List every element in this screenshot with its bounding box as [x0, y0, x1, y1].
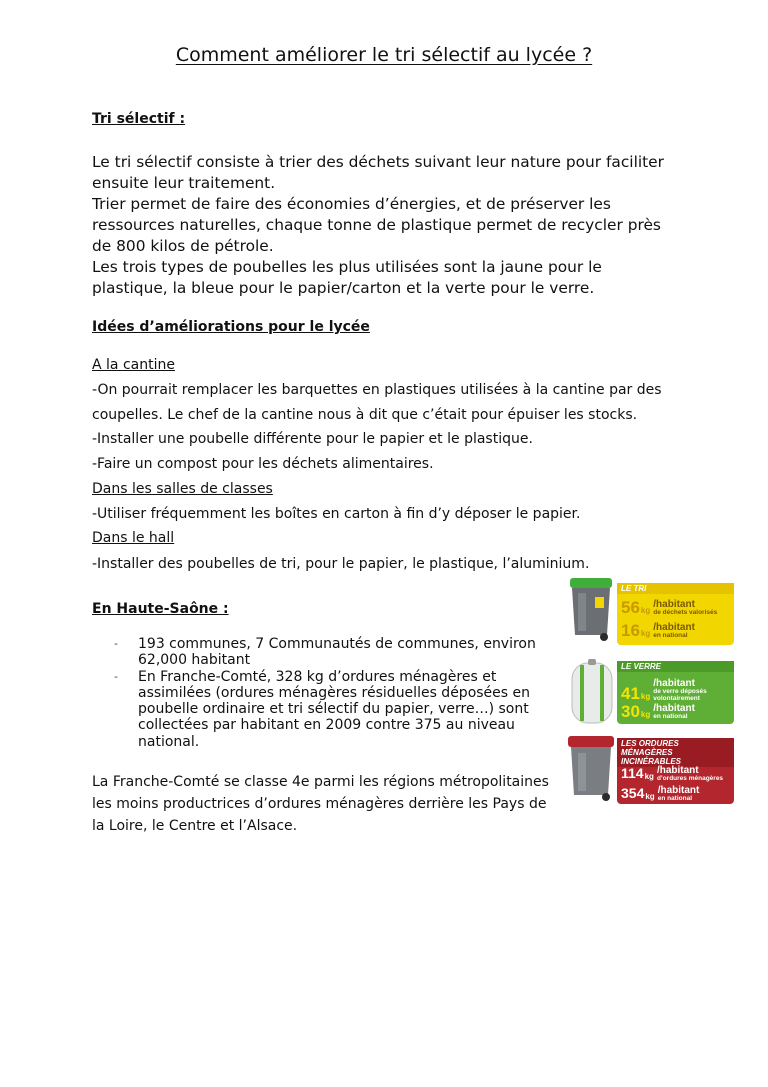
om-value-1: 114 — [621, 765, 644, 781]
verre-label-1: /habitant de verre déposés volontairement — [653, 678, 707, 702]
text-line: Les trois types de poubelles les plus utilisées sont la jaune pour le — [92, 258, 602, 276]
stats-list — [114, 636, 554, 750]
tri-label-1: /habitant de déchets valorisés — [653, 599, 718, 616]
om-unit-1: kg — [644, 772, 654, 781]
dash-bullet-icon: - — [114, 637, 118, 650]
text-line: ressources naturelles, chaque tonne de plastique permet de recycler près — [92, 216, 661, 234]
garbage-bin-icon — [562, 733, 622, 803]
text-line: de 800 kilos de pétrole. — [92, 237, 274, 255]
text-line: -Installer une poubelle différente pour le papier et le plastique. — [92, 431, 533, 447]
text-line: -On pourrait remplacer les barquettes en plastiques utilisées à la cantine par des — [92, 382, 662, 398]
om-card — [617, 738, 734, 804]
tri-row-1 — [621, 599, 717, 616]
dash-bullet-icon: - — [114, 669, 118, 683]
om-value-2: 354 — [621, 785, 645, 801]
page-title: Comment améliorer le tri sélectif au lycée ? — [175, 44, 593, 66]
subheading-cantine: A la cantine — [92, 357, 175, 373]
verre-unit-2: kg — [640, 710, 651, 719]
verre-card — [617, 661, 734, 724]
recycling-bin-icon — [562, 575, 622, 643]
subheading-hall: Dans le hall — [92, 530, 175, 546]
text-line: ensuite leur traitement. — [92, 174, 276, 192]
om-row-2 — [621, 785, 699, 802]
text-line: plastique, la bleue pour le papier/carton et la verte pour le verre. — [92, 279, 595, 297]
waste-infographic — [562, 575, 738, 810]
tri-label-2: /habitant en national — [653, 622, 695, 639]
tri-paragraph — [92, 152, 676, 299]
subheading-classes: Dans les salles de classes — [92, 481, 273, 497]
verre-value-1: 41 — [621, 684, 640, 703]
glass-container-icon — [562, 657, 622, 727]
list-item — [114, 636, 554, 669]
verre-label-2: /habitant en national — [653, 703, 695, 720]
text-line: Le tri sélectif consiste à trier des déchets suivant leur nature pour faciliter — [92, 153, 664, 171]
text-line: -Utiliser fréquemment les boîtes en carton à fin d’y déposer le papier. — [92, 506, 581, 522]
tri-value-2: 16 — [621, 621, 640, 640]
verre-row-2 — [621, 703, 695, 720]
text-line: les moins productrices d’ordures ménagères derrière les Pays de — [92, 796, 547, 812]
om-unit-2: kg — [645, 792, 655, 801]
text-line: La Franche-Comté se classe 4e parmi les régions métropolitaines — [92, 774, 549, 790]
list-item-text: 193 communes, 7 Communautés de communes, environ 62,000 habitant — [138, 636, 536, 669]
text-line: -Installer des poubelles de tri, pour le papier, le plastique, l’aluminium. — [92, 556, 590, 572]
tri-unit-2: kg — [640, 629, 651, 638]
om-band: LES ORDURES MÉNAGÈRES INCINÉRABLES — [617, 738, 734, 767]
text-line: la Loire, le Centre et l’Alsace. — [92, 818, 298, 834]
tri-band: LE TRI — [617, 583, 734, 594]
verre-row-1 — [621, 679, 734, 702]
list-item — [114, 669, 554, 750]
section-heading-tri: Tri sélectif : — [92, 111, 186, 127]
tri-value-1: 56 — [621, 598, 640, 617]
om-label-1: /habitant d’ordures ménagères — [656, 765, 724, 782]
text-line: -Faire un compost pour les déchets alimentaires. — [92, 456, 434, 472]
tri-card — [617, 583, 734, 645]
tri-row-2 — [621, 622, 695, 639]
text-line: coupelles. Le chef de la cantine nous à dit que c’était pour épuiser les stocks. — [92, 407, 638, 423]
closing-paragraph — [92, 771, 562, 837]
section-heading-haute-saone: En Haute-Saône : — [92, 601, 229, 617]
verre-value-2: 30 — [621, 702, 640, 721]
text-line: Trier permet de faire des économies d’énergies, et de préserver les — [92, 195, 611, 213]
om-label-2: /habitant en national — [657, 785, 700, 802]
verre-unit-1: kg — [640, 692, 651, 701]
om-row-1 — [621, 765, 723, 782]
tri-unit-1: kg — [640, 606, 651, 615]
list-item-text: En Franche-Comté, 328 kg d’ordures ménagères et assimilées (ordures ménagères résiduelles déposées en poubelle ordinaire et tri sélectif du papier, verre…) sont collectées par habitant en 2009 contre 375 au niveau national. — [138, 668, 531, 750]
section-heading-ameliorations: Idées d’améliorations pour le lycée — [92, 319, 370, 335]
verre-band: LE VERRE — [617, 661, 734, 672]
